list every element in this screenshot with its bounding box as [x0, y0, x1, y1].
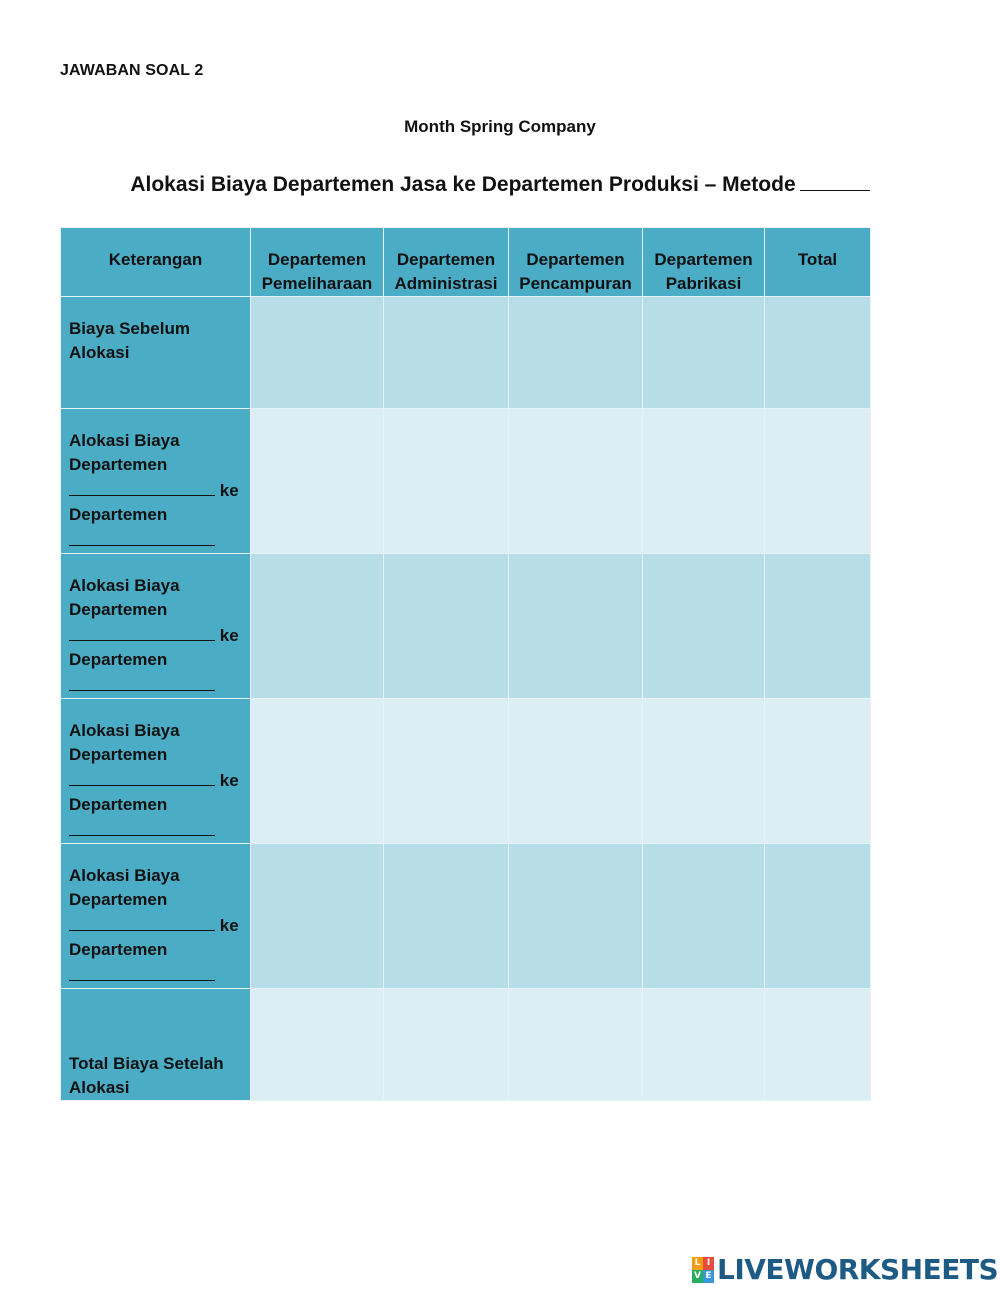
input-cell[interactable]	[251, 409, 384, 554]
to-department-blank[interactable]	[69, 817, 215, 836]
from-department-blank[interactable]	[69, 767, 215, 786]
input-cell[interactable]	[765, 297, 871, 409]
header-pencampuran: Departemen Pencampuran	[509, 228, 643, 297]
to-department-blank[interactable]	[69, 962, 215, 981]
input-cell[interactable]	[509, 699, 643, 844]
row-label-alokasi: Alokasi Biaya Departemen ke Departemen	[61, 699, 251, 844]
input-cell[interactable]	[765, 699, 871, 844]
allocation-table	[60, 227, 871, 1101]
input-cell[interactable]	[643, 297, 765, 409]
row-label-alokasi: Alokasi Biaya Departemen ke Departemen	[61, 554, 251, 699]
liveworksheets-logo	[692, 1253, 998, 1286]
input-cell[interactable]	[384, 989, 509, 1101]
input-cell[interactable]	[765, 989, 871, 1101]
input-cell[interactable]	[509, 297, 643, 409]
from-department-blank[interactable]	[69, 477, 215, 496]
input-cell[interactable]	[251, 699, 384, 844]
method-blank[interactable]	[800, 172, 870, 191]
input-cell[interactable]	[384, 297, 509, 409]
input-cell[interactable]	[251, 989, 384, 1101]
input-cell[interactable]	[765, 554, 871, 699]
company-name: Month Spring Company	[404, 117, 596, 136]
row-label-total-biaya-setelah-alokasi: Total Biaya Setelah Alokasi	[61, 989, 251, 1101]
header-keterangan: Keterangan	[61, 228, 251, 297]
to-department-blank[interactable]	[69, 527, 215, 546]
from-department-blank[interactable]	[69, 912, 215, 931]
input-cell[interactable]	[643, 699, 765, 844]
table-row	[61, 554, 871, 699]
title-text: Alokasi Biaya Departemen Jasa ke Departemen Produksi – Metode	[130, 173, 796, 196]
logo-text: LIVEWORKSHEETS	[717, 1253, 999, 1286]
input-cell[interactable]	[643, 409, 765, 554]
header-pabrikasi: Departemen Pabrikasi	[643, 228, 765, 297]
input-cell[interactable]	[251, 554, 384, 699]
input-cell[interactable]	[509, 554, 643, 699]
row-label-biaya-sebelum-alokasi: Biaya Sebelum Alokasi	[61, 297, 251, 409]
input-cell[interactable]	[643, 844, 765, 989]
input-cell[interactable]	[765, 409, 871, 554]
table-row	[61, 297, 871, 409]
header-administrasi: Departemen Administrasi	[384, 228, 509, 297]
table-row	[61, 409, 871, 554]
row-label-alokasi: Alokasi Biaya Departemen ke Departemen	[61, 409, 251, 554]
document-label: JAWABAN SOAL 2	[60, 62, 204, 79]
input-cell[interactable]	[384, 409, 509, 554]
input-cell[interactable]	[251, 297, 384, 409]
header-total: Total	[765, 228, 871, 297]
document-title	[0, 172, 1000, 197]
table-row	[61, 844, 871, 989]
input-cell[interactable]	[384, 554, 509, 699]
to-department-blank[interactable]	[69, 672, 215, 691]
from-department-blank[interactable]	[69, 622, 215, 641]
liveworksheets-icon: L I V E	[692, 1257, 714, 1283]
header-pemeliharaan: Departemen Pemeliharaan	[251, 228, 384, 297]
input-cell[interactable]	[509, 409, 643, 554]
table-header-row	[61, 228, 871, 297]
table-row	[61, 699, 871, 844]
input-cell[interactable]	[384, 699, 509, 844]
input-cell[interactable]	[643, 554, 765, 699]
input-cell[interactable]	[765, 844, 871, 989]
input-cell[interactable]	[643, 989, 765, 1101]
input-cell[interactable]	[251, 844, 384, 989]
row-label-alokasi: Alokasi Biaya Departemen ke Departemen	[61, 844, 251, 989]
input-cell[interactable]	[509, 844, 643, 989]
input-cell[interactable]	[384, 844, 509, 989]
table-row	[61, 989, 871, 1101]
input-cell[interactable]	[509, 989, 643, 1101]
